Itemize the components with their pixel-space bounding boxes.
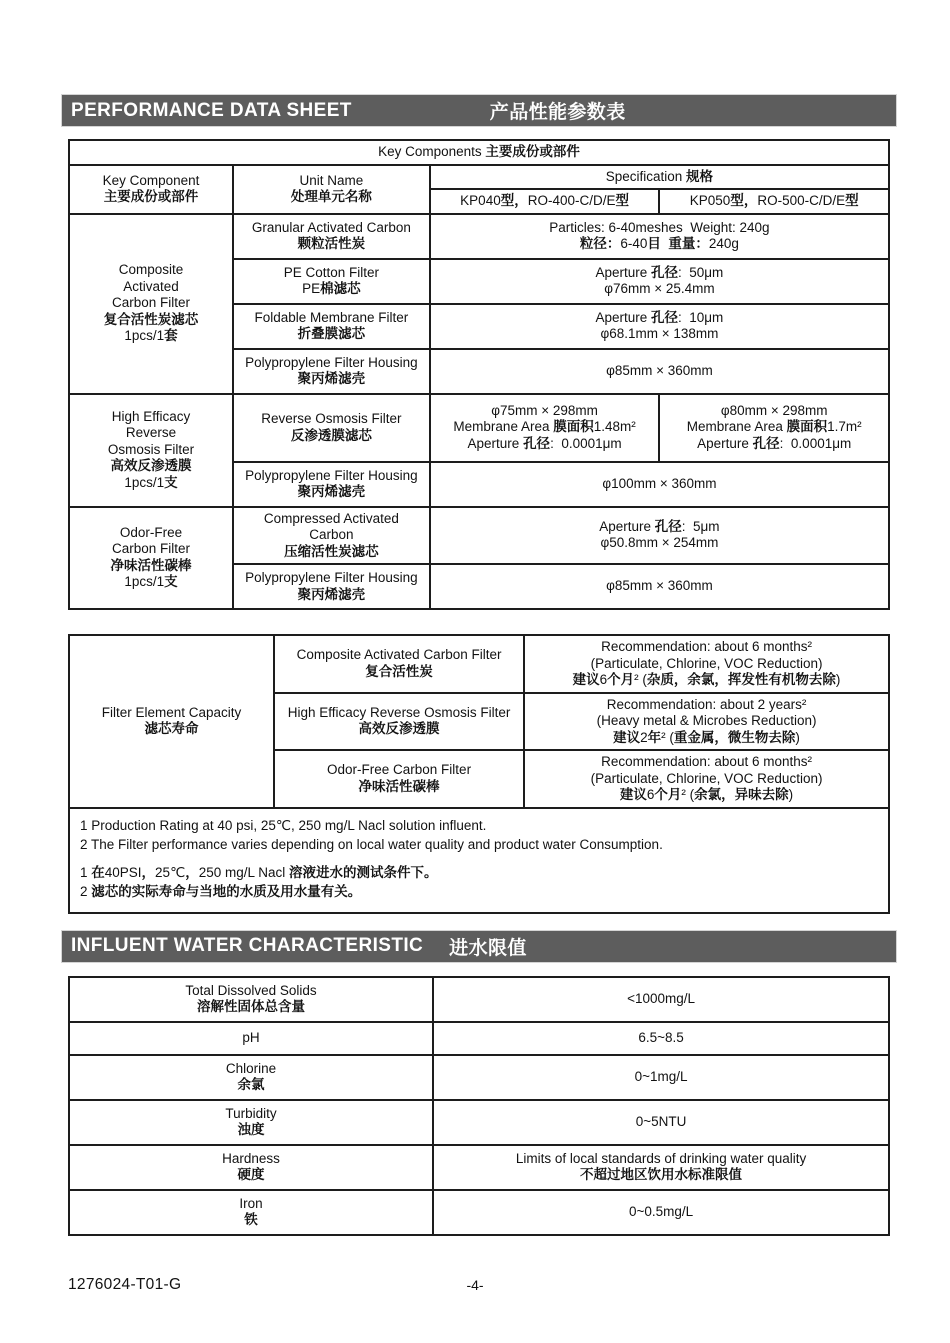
text-line: Key Components 主要成份或部件 — [378, 144, 580, 159]
text-line: KP050型，RO-500-C/D/E型 — [689, 193, 859, 208]
unit-name-cell — [233, 394, 430, 462]
key-components-table — [68, 139, 890, 610]
column-header-specification — [430, 165, 889, 190]
influent-header-bar — [62, 931, 896, 962]
text-line: KP040型，RO-400-C/D/E型 — [460, 193, 629, 208]
text-line: Membrane Area 膜面积1.48m² — [453, 419, 636, 435]
document-code: 1276024-T01-G — [68, 1276, 182, 1293]
text-line: 6.5~8.5 — [638, 1029, 684, 1045]
text-line: 1pcs/1套 — [124, 328, 178, 344]
text-line: 高效反渗透膜 — [110, 458, 192, 474]
filter-name-cell — [274, 750, 524, 808]
text-line: Aperture 孔径: 10μm — [595, 309, 724, 325]
text-line: Polypropylene Filter Housing — [245, 354, 418, 370]
text-line: Osmosis Filter — [107, 441, 195, 457]
text-line: Recommendation: about 2 years² — [606, 696, 807, 712]
text-line: Aperture 孔径: 5μm — [599, 518, 720, 534]
text-line: 0~1mg/L — [634, 1068, 688, 1084]
text-line: 高效反渗透膜 — [358, 721, 440, 737]
table-row — [69, 140, 889, 165]
document-page — [62, 95, 896, 1236]
table-row — [69, 977, 889, 1022]
text-line: PE棉滤芯 — [302, 281, 361, 296]
text-line: 建议6个月² (余氯，异味去除) — [619, 787, 794, 802]
text-line: φ100mm × 360mm — [602, 475, 717, 491]
performance-header-title-zh: 产品性能参数表 — [489, 102, 626, 123]
value-cell — [433, 1055, 889, 1100]
text-line: 硬度 — [237, 1167, 265, 1182]
text-line: Polypropylene Filter Housing — [245, 570, 418, 585]
text-line: Total Dissolved Solids — [185, 982, 317, 998]
text-line: 反渗透膜滤芯 — [290, 427, 372, 443]
text-line: <1000mg/L — [627, 990, 695, 1006]
text-line: 主要成份或部件 — [103, 189, 199, 204]
table-row — [69, 394, 889, 462]
text-line: φ85mm × 360mm — [606, 362, 713, 378]
text-line: 溶解性固体总含量 — [197, 999, 306, 1014]
text-line: Recommendation: about 6 months² — [601, 754, 812, 769]
influent-header-title-en: INFLUENT WATER CHARACTERISTIC — [71, 935, 424, 956]
text-line: Composite Activated Carbon Filter — [296, 647, 502, 663]
table-row — [69, 635, 889, 693]
filter-capacity-table-body — [69, 635, 889, 913]
unit-name-cell — [233, 564, 430, 609]
text-line: Turbidity — [225, 1105, 277, 1121]
text-line: Recommendation: about 6 months² — [601, 639, 812, 654]
spec-cell — [659, 394, 889, 462]
text-line: Chlorine — [225, 1060, 277, 1076]
influent-water-table-body — [69, 977, 889, 1235]
column-header-model-kp040 — [430, 189, 660, 214]
table-row — [69, 1190, 889, 1235]
spec-cell — [430, 394, 660, 462]
table-row — [69, 1022, 889, 1055]
value-cell — [433, 1190, 889, 1235]
table-row — [69, 808, 889, 913]
footnotes-cell — [69, 808, 889, 913]
parameter-cell — [69, 1145, 433, 1190]
text-line: Aperture 孔径: 50μm — [595, 264, 724, 280]
text-line: 1 在40PSI，25℃，250 mg/L Nacl 溶液进水的测试条件下。 — [80, 864, 438, 880]
spec-cell — [430, 462, 889, 507]
text-line: 浊度 — [237, 1122, 265, 1137]
spec-cell — [430, 507, 889, 565]
table-row — [69, 1055, 889, 1100]
unit-name-cell — [233, 507, 430, 565]
column-header-unit-name — [233, 165, 430, 214]
text-line: Odor-Free Carbon Filter — [327, 762, 472, 778]
component-cell — [69, 394, 233, 507]
column-header-component — [69, 165, 233, 214]
parameter-cell — [69, 1190, 433, 1235]
unit-name-cell — [233, 259, 430, 304]
text-line: φ75mm × 298mm — [491, 402, 598, 418]
recommendation-cell — [524, 693, 889, 751]
unit-name-cell — [233, 304, 430, 349]
text-line: 净味活性碳棒 — [358, 778, 440, 794]
text-line: Limits of local standards of drinking water quality — [515, 1150, 807, 1166]
text-line: Hardness — [222, 1150, 280, 1166]
filter-name-cell — [274, 693, 524, 751]
table-title-cell — [69, 140, 889, 165]
recommendation-cell — [524, 635, 889, 693]
text-line: Foldable Membrane Filter — [254, 309, 409, 325]
spec-cell — [430, 214, 889, 259]
table-row — [69, 507, 889, 565]
text-line: Aperture 孔径: 0.0001μm — [467, 435, 622, 451]
table-row — [69, 1145, 889, 1190]
text-line: 复合活性炭 — [365, 663, 433, 679]
text-line: 聚丙烯滤壳 — [297, 484, 366, 499]
parameter-cell — [69, 977, 433, 1022]
text-line: 建议6个月² (杂质，余氯，挥发性有机物去除) — [572, 672, 841, 687]
unit-name-cell — [233, 214, 430, 259]
key-components-table-body — [69, 140, 889, 609]
page-number: -4- — [466, 1277, 484, 1293]
text-line: 处理单元名称 — [290, 189, 372, 204]
text-line: 颗粒活性炭 — [297, 236, 366, 251]
text-line: Reverse Osmosis Filter — [261, 411, 402, 426]
text-line: Specification 规格 — [605, 168, 714, 184]
text-line: 0~0.5mg/L — [628, 1203, 694, 1219]
text-line: Reverse — [125, 425, 177, 441]
text-line: φ76mm × 25.4mm — [604, 281, 715, 296]
text-line: 1 Production Rating at 40 psi, 25℃, 250 mg/L Nacl solution influent. — [80, 817, 487, 833]
column-header-model-kp050 — [659, 189, 889, 214]
text-line: 1pcs/1支 — [124, 474, 178, 490]
text-line: Membrane Area 膜面积1.7m² — [686, 419, 862, 435]
text-line: 折叠膜滤芯 — [297, 326, 366, 341]
value-cell — [433, 1145, 889, 1190]
text-line: 1pcs/1支 — [124, 574, 178, 590]
spec-cell — [430, 304, 889, 349]
spec-cell — [430, 259, 889, 304]
text-line: φ50.8mm × 254mm — [600, 535, 719, 551]
spec-cell — [430, 564, 889, 609]
text-line: 铁 — [244, 1212, 258, 1227]
capacity-label-cell — [69, 635, 274, 808]
text-line: Aperture 孔径: 0.0001μm — [697, 435, 852, 451]
text-line: Filter Element Capacity — [101, 704, 242, 720]
text-line: Compressed Activated Carbon — [263, 510, 403, 542]
text-line: High Efficacy — [111, 408, 191, 424]
influent-water-table — [68, 976, 890, 1236]
text-line: PE Cotton Filter — [283, 264, 380, 280]
text-line: pH — [242, 1029, 260, 1045]
performance-header-title-en: PERFORMANCE DATA SHEET — [71, 99, 352, 121]
text-line: Carbon Filter — [111, 295, 191, 311]
text-line: Polypropylene Filter Housing — [245, 467, 418, 483]
filter-capacity-table — [68, 634, 890, 914]
text-line: 滤芯寿命 — [144, 721, 199, 737]
spec-cell — [430, 349, 889, 394]
text-line: Activated — [123, 278, 179, 294]
value-cell — [433, 1022, 889, 1055]
text-line: φ80mm × 298mm — [720, 402, 828, 418]
text-line: High Efficacy Reverse Osmosis Filter — [287, 704, 511, 720]
text-line: 不超过地区饮用水标准限值 — [580, 1167, 743, 1182]
filter-name-cell — [274, 635, 524, 693]
text-line: Unit Name — [299, 172, 364, 188]
text-line: 压缩活性炭滤芯 — [284, 543, 379, 559]
text-line: Odor-Free — [119, 524, 183, 540]
text-line: φ85mm × 360mm — [606, 578, 713, 594]
text-line: (Particulate, Chlorine, VOC Reduction) — [590, 655, 823, 671]
text-line: 建议2年² (重金属，微生物去除) — [613, 729, 800, 745]
text-line: 净味活性碳棒 — [110, 557, 192, 573]
text-line: Carbon Filter — [111, 541, 191, 557]
text-line: 2 The Filter performance varies depending on local water quality and product water Consumption. — [80, 836, 663, 852]
recommendation-cell — [524, 750, 889, 808]
unit-name-cell — [233, 349, 430, 394]
text-line: (Particulate, Chlorine, VOC Reduction) — [590, 770, 823, 786]
text-line: φ68.1mm × 138mm — [600, 326, 719, 341]
value-cell — [433, 977, 889, 1022]
performance-header-bar — [62, 95, 896, 126]
table-row — [69, 1100, 889, 1145]
text-line: 余氯 — [237, 1077, 265, 1092]
component-cell — [69, 214, 233, 394]
table-row — [69, 165, 889, 190]
text-line: Granular Activated Carbon — [251, 219, 411, 235]
text-line: 聚丙烯滤壳 — [297, 586, 366, 602]
component-cell — [69, 507, 233, 610]
footnote-gap — [80, 854, 878, 863]
parameter-cell — [69, 1055, 433, 1100]
text-line: (Heavy metal & Microbes Reduction) — [596, 713, 817, 728]
unit-name-cell — [233, 462, 430, 507]
text-line: 聚丙烯滤壳 — [297, 371, 366, 386]
text-line: 2 滤芯的实际寿命与当地的水质及用水量有关。 — [80, 883, 362, 899]
text-line: 复合活性炭滤芯 — [103, 311, 199, 327]
influent-header-title-zh: 进水限值 — [449, 937, 527, 959]
parameter-cell — [69, 1100, 433, 1145]
text-line: Key Component — [102, 172, 200, 188]
text-line: 粒径：6-40目 重量：240g — [579, 236, 739, 251]
text-line: Particles: 6-40meshes Weight: 240g — [549, 219, 770, 235]
table-row — [69, 214, 889, 259]
text-line: 0~5NTU — [635, 1113, 687, 1129]
parameter-cell — [69, 1022, 433, 1055]
text-line: Iron — [239, 1195, 263, 1211]
text-line: Composite — [118, 262, 184, 278]
value-cell — [433, 1100, 889, 1145]
